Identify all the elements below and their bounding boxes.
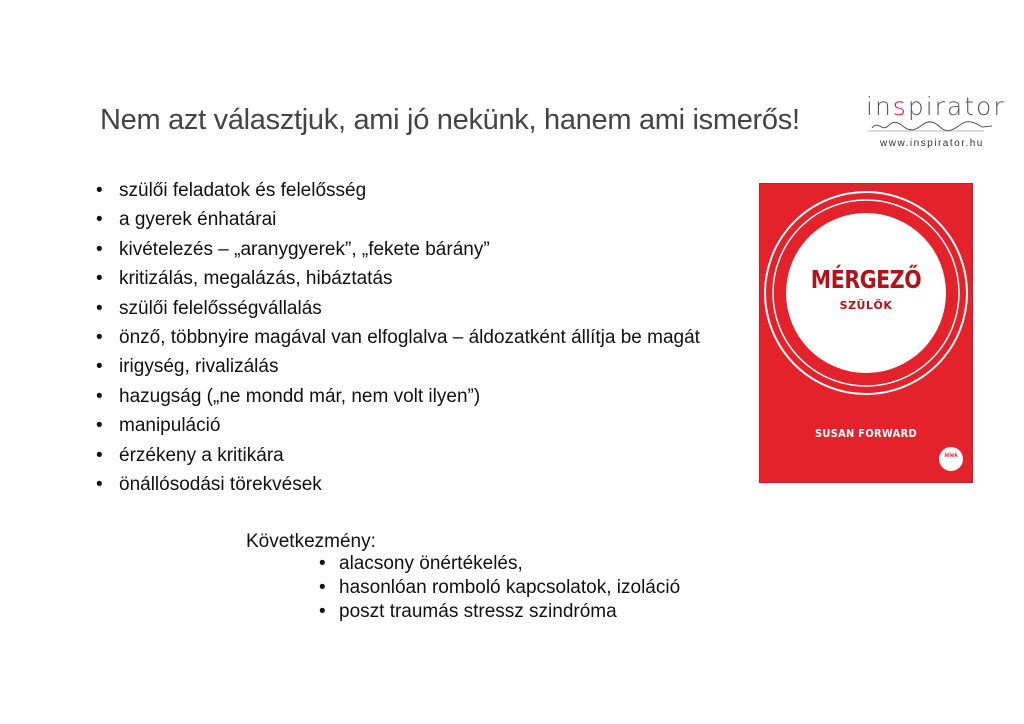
consequence-section <box>246 530 681 622</box>
bullet-item: • önző, többnyire magával van elfoglalva – áldozatként állítja be magát <box>96 323 700 352</box>
consequence-list <box>319 552 680 624</box>
bullet-item: • önállósodási törekvések <box>96 470 700 499</box>
book-cover <box>759 183 973 483</box>
logo-url: www.inspirator.hu <box>880 138 984 149</box>
slide-title: Nem azt választjuk, ami jó nekünk, hanem ami ismerős! <box>100 104 800 136</box>
bullet-item: • kivételezés – „aranygyerek”, „fekete bárány” <box>96 235 700 264</box>
bullet-item: • irigység, rivalizálás <box>96 352 700 381</box>
bullet-list <box>96 176 700 499</box>
bullet-item: • hazugság („ne mondd már, nem volt ilyen”) <box>96 382 700 411</box>
bullet-item: • kritizálás, megalázás, hibáztatás <box>96 264 700 293</box>
book-author: SUSAN FORWARD <box>814 427 917 440</box>
logo-signature-icon <box>864 118 998 134</box>
consequence-item: • alacsony önértékelés, <box>319 552 680 576</box>
consequence-item: • hasonlóan romboló kapcsolatok, izoláció <box>319 576 680 600</box>
publisher-mark: lélek <box>944 453 958 459</box>
logo-word-part1: in <box>866 92 893 121</box>
logo-word-part2: pirator <box>907 92 1006 121</box>
consequence-item: • poszt traumás stressz szindróma <box>319 600 680 624</box>
bullet-item: • érzékeny a kritikára <box>96 441 700 470</box>
logo-word-accent: s <box>892 92 908 121</box>
logo-wordmark <box>866 92 1006 121</box>
inspirator-logo <box>862 92 1006 156</box>
consequence-heading: Következmény: <box>246 531 376 552</box>
bullet-item: • manipuláció <box>96 411 700 440</box>
bullet-item: • a gyerek énhatárai <box>96 205 700 234</box>
book-subtitle: SZÜLŐK <box>839 299 893 312</box>
bullet-item: • szülői felelősségvállalás <box>96 294 700 323</box>
bullet-item: • szülői feladatok és felelősség <box>96 176 700 205</box>
book-title: MÉRGEZŐ <box>810 265 922 294</box>
publisher-logo <box>939 447 963 471</box>
